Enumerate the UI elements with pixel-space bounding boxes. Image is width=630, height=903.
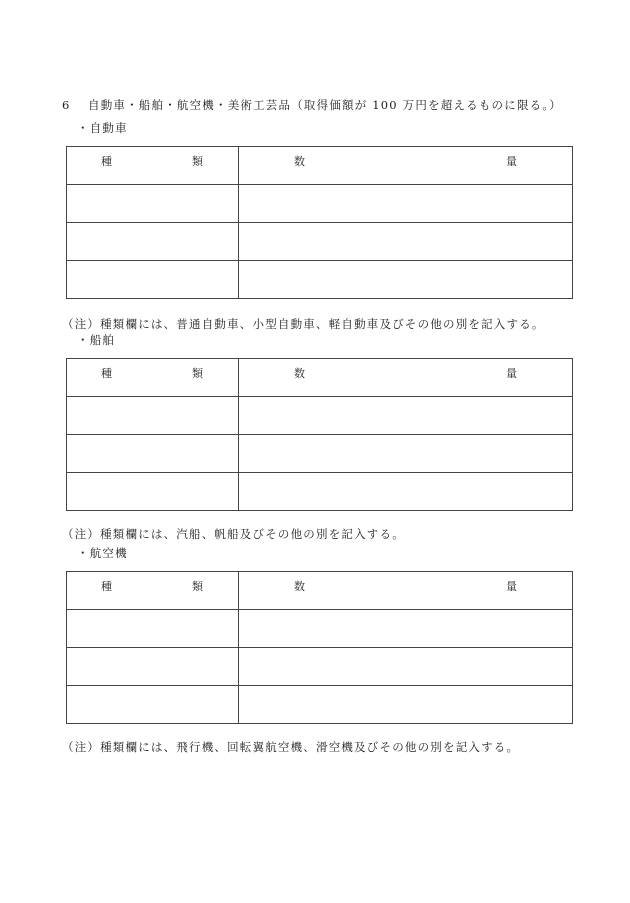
quantity-header-char1: 数 [294,155,305,168]
kind-cell[interactable] [67,610,239,648]
kind-header-char2: 類 [192,367,203,380]
kind-header-cell [67,147,239,185]
quantity-cell[interactable] [239,261,573,299]
table-header-row [67,572,573,610]
kind-cell[interactable] [67,435,239,473]
quantity-cell[interactable] [239,686,573,724]
ship-table [66,358,573,511]
quantity-header-char1: 数 [294,580,305,593]
kind-header-cell [67,359,239,397]
section-number: 6 [62,98,71,112]
table-row [67,686,573,724]
kind-cell[interactable] [67,686,239,724]
quantity-cell[interactable] [239,223,573,261]
section-heading [62,97,562,113]
table-row [67,397,573,435]
table-row [67,435,573,473]
table-row [67,648,573,686]
kind-header-char1: 種 [101,367,112,380]
table-header-row [67,359,573,397]
ship-note: （注）種類欄には、汽船、帆船及びその他の別を記入する。 [62,527,405,541]
quantity-cell[interactable] [239,397,573,435]
kind-cell[interactable] [67,397,239,435]
quantity-header-cell [239,147,573,185]
quantity-header-char2: 量 [506,580,517,593]
table-row [67,261,573,299]
kind-cell[interactable] [67,185,239,223]
table-row [67,223,573,261]
quantity-header-cell [239,572,573,610]
table-row [67,473,573,511]
table-header-row [67,147,573,185]
automobile-note: （注）種類欄には、普通自動車、小型自動車、軽自動車及びその他の別を記入する。 [62,317,545,331]
table-row [67,185,573,223]
kind-header-char1: 種 [101,580,112,593]
quantity-header-char2: 量 [506,367,517,380]
quantity-header-char1: 数 [294,367,305,380]
aircraft-table [66,571,573,724]
kind-cell[interactable] [67,648,239,686]
table-row [67,610,573,648]
kind-header-char2: 類 [192,580,203,593]
quantity-cell[interactable] [239,435,573,473]
quantity-cell[interactable] [239,648,573,686]
automobile-table [66,146,573,299]
section-title: 自動車・船舶・航空機・美術工芸品（取得価額が 100 万円を超えるものに限る。） [88,98,563,112]
aircraft-note: （注）種類欄には、飛行機、回転翼航空機、滑空機及びその他の別を記入する。 [62,740,520,754]
quantity-cell[interactable] [239,185,573,223]
kind-cell[interactable] [67,261,239,299]
kind-header-char1: 種 [101,155,112,168]
kind-header-char2: 類 [192,155,203,168]
subsection-label-ship: ・船舶 [77,333,116,347]
quantity-cell[interactable] [239,473,573,511]
kind-cell[interactable] [67,223,239,261]
subsection-label-aircraft: ・航空機 [77,546,128,560]
quantity-header-char2: 量 [506,155,517,168]
quantity-header-cell [239,359,573,397]
kind-cell[interactable] [67,473,239,511]
subsection-label-automobile: ・自動車 [77,121,128,135]
quantity-cell[interactable] [239,610,573,648]
kind-header-cell [67,572,239,610]
